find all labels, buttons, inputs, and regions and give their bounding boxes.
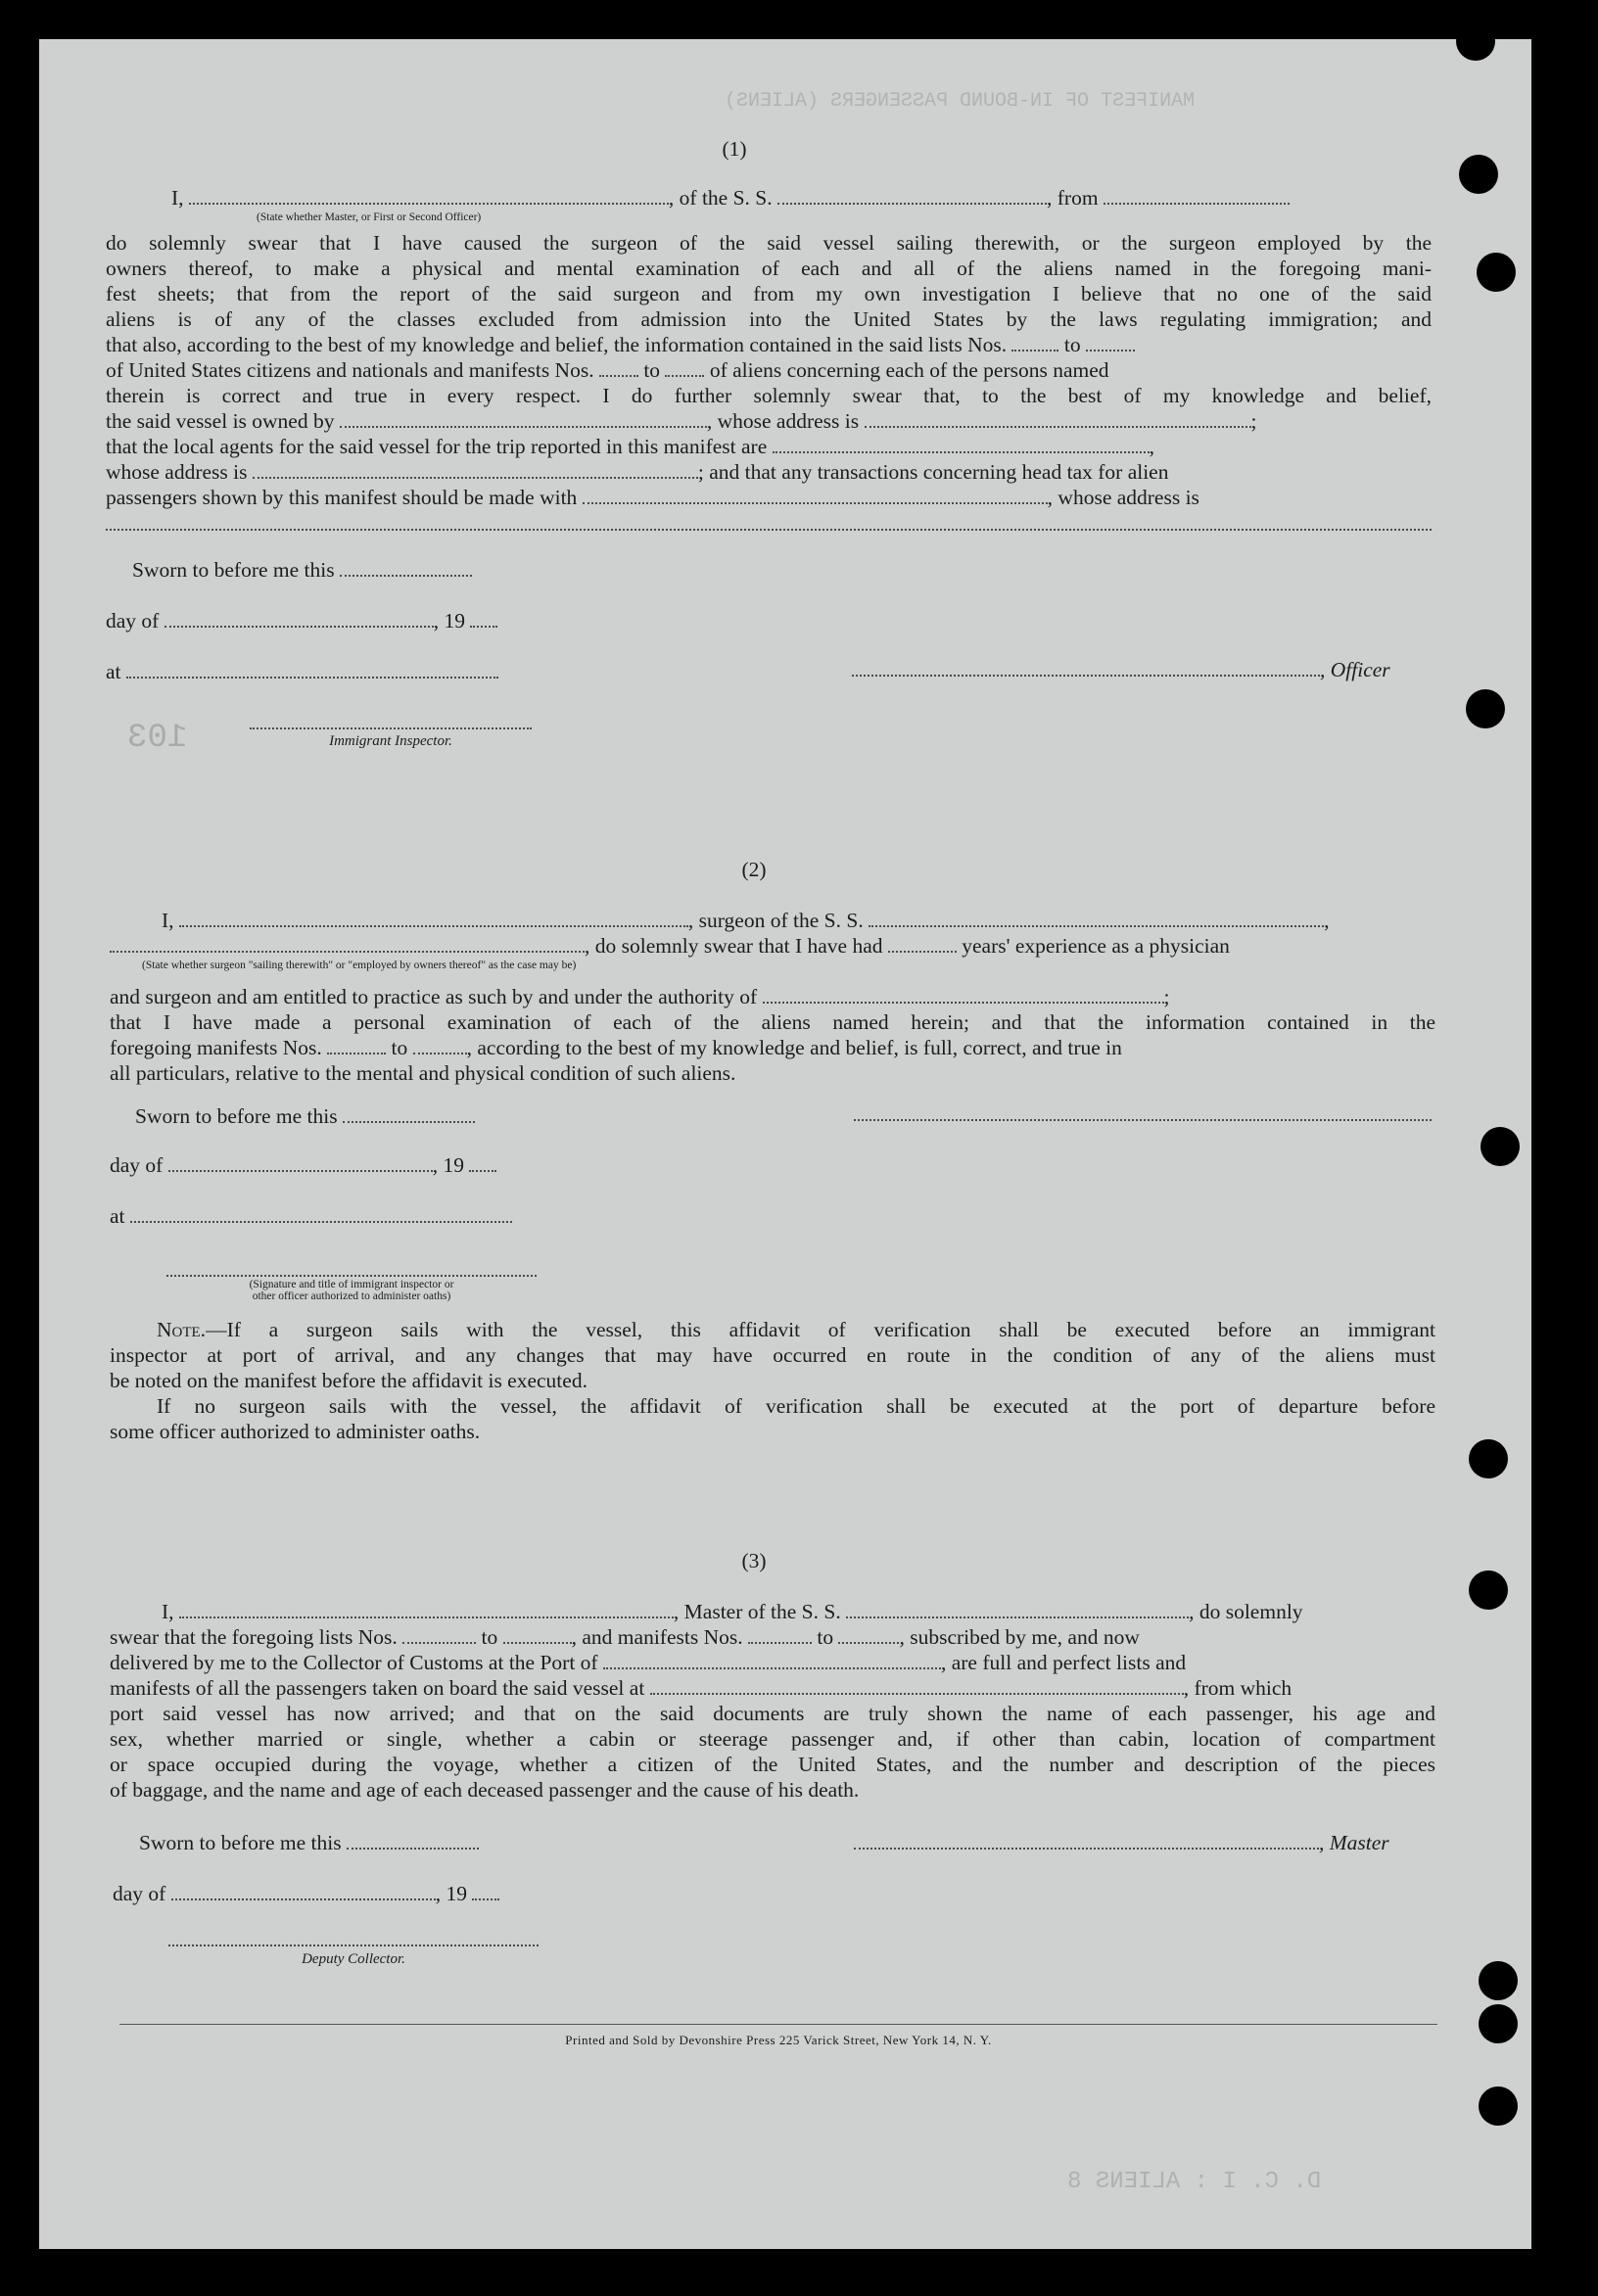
section-3-heading: (3): [741, 1549, 767, 1572]
s1-sworn-line: [132, 558, 472, 582]
s3-manifests-to-field[interactable]: [838, 1625, 899, 1644]
s1-from-field[interactable]: [1104, 186, 1290, 205]
s1-party-address-label: , whose address is: [1047, 486, 1199, 509]
s3-deputy-label: Deputy Collector.: [302, 1951, 405, 1967]
binder-hole: [1479, 1961, 1518, 2000]
s1-owned-by-label: the said vessel is owned by: [106, 409, 335, 433]
s1-lists-to-field[interactable]: [1086, 333, 1135, 351]
s3-dayof-line: [113, 1882, 499, 1905]
s2-sworn-date-field[interactable]: [343, 1104, 475, 1123]
s1-para-line-1: do solemnly swear that I have caused the surgeon of the said vessel sailing therewith, or the surgeon employed by the: [106, 231, 1432, 255]
s3-swear-label: , do solemnly: [1189, 1600, 1303, 1623]
form-page: [39, 39, 1531, 2249]
bleed-through-header: MANIFEST OF IN-BOUND PASSENGERS (ALIENS): [725, 90, 1196, 113]
binder-hole: [1469, 1439, 1508, 1478]
s2-note-line-2: inspector at port of arrival, and any changes that may have occurred en route in the condition of any of the aliens must: [110, 1343, 1435, 1367]
s2-swear-text: , do solemnly swear that I have had: [585, 934, 883, 958]
s1-year-label: , 19: [433, 609, 465, 633]
s1-lists-to-label: to: [1063, 333, 1081, 356]
s2-at-line: [110, 1204, 512, 1228]
s1-i-label: I,: [171, 186, 184, 210]
s1-agents-address-label: whose address is: [106, 460, 248, 484]
s2-surgeon-signature-field[interactable]: [854, 1119, 1432, 1121]
s1-line-1: [171, 186, 1290, 210]
s1-at-label: at: [106, 660, 121, 683]
s3-ship-field[interactable]: [846, 1600, 1189, 1618]
s3-subscribed-text: , subscribed by me, and now: [899, 1625, 1140, 1649]
binder-hole: [1456, 22, 1495, 61]
s2-dayof-label: day of: [110, 1153, 164, 1177]
s1-lists-text: that also, according to the best of my knowledge and belief, the information contained in the said lists Nos.: [106, 333, 1008, 356]
s1-dayof-label: day of: [106, 609, 160, 633]
s2-inspector-signature-field[interactable]: [166, 1275, 537, 1277]
s3-port-field[interactable]: [603, 1651, 941, 1669]
s2-line-4: that I have made a personal examination of each of the aliens named herein; and that the information contained in the: [110, 1010, 1435, 1034]
s1-para-line-2: owners thereof, to make a physical and mental examination of each and all of the aliens named in the foregoing mani-: [106, 257, 1432, 280]
s1-officer-signature-field[interactable]: [852, 658, 1320, 677]
s1-para-line-6: [106, 358, 1109, 382]
s3-line-8: of baggage, and the name and age of each deceased passenger and the cause of his death.: [110, 1778, 860, 1802]
s2-signature-note-2: other officer authorized to administer oaths): [252, 1290, 451, 1302]
s2-semicolon: ;: [1163, 985, 1170, 1008]
s2-manifests-to-field[interactable]: [413, 1036, 467, 1054]
s1-head-tax-text: ; and that any transactions concerning head tax for alien: [697, 460, 1169, 484]
s3-master-ss-label: , Master of the S. S.: [673, 1600, 841, 1623]
s2-surgeon-status-field[interactable]: [110, 934, 585, 953]
s2-years-field[interactable]: [888, 934, 957, 953]
s1-day-field[interactable]: [164, 609, 434, 628]
s2-signature-note-1: (Signature and title of immigrant inspector or: [249, 1279, 454, 1290]
s1-sworn-date-field[interactable]: [340, 558, 472, 577]
s2-line-1: [162, 909, 1329, 932]
s1-owner-address-label: , whose address is: [706, 409, 860, 433]
s1-para-line-7: therein is correct and true in every respect. I do further solemnly swear that, to the best of my knowledge and belief,: [106, 384, 1432, 407]
s2-note-text-1: —If a surgeon sails with the vessel, this affidavit of verification shall be executed before an immigrant: [206, 1318, 1435, 1341]
bleed-through-number: 103: [127, 720, 188, 757]
section-2-heading: (2): [741, 858, 767, 881]
s3-master-signature-field[interactable]: [854, 1831, 1319, 1850]
s2-line-2: [110, 934, 1230, 958]
s2-at-label: at: [110, 1204, 125, 1228]
s3-manifests-to-label: to: [817, 1625, 834, 1649]
s3-line-4: [110, 1676, 1292, 1700]
binder-hole: [1459, 155, 1498, 194]
s3-lists-to-label: to: [481, 1625, 498, 1649]
s3-lists-to-field[interactable]: [503, 1625, 572, 1644]
section-1-heading: (1): [722, 137, 747, 161]
s1-inspector-signature-field[interactable]: [250, 727, 532, 729]
s2-note-line-3: be noted on the manifest before the affidavit is executed.: [110, 1369, 588, 1392]
s3-day-field[interactable]: [171, 1882, 436, 1900]
s2-status-note: (State whether surgeon "sailing therewith" or "employed by owners thereof" as the case may be): [142, 960, 577, 971]
s2-note-line-4: If no surgeon sails with the vessel, the affidavit of verification shall be executed at the port of departure before: [157, 1394, 1435, 1418]
s2-i-label: I,: [162, 909, 174, 932]
s1-officer-name-field[interactable]: [189, 186, 669, 205]
s2-sworn-line: [135, 1104, 475, 1128]
s1-ship-field[interactable]: [777, 186, 1047, 205]
s1-from-label: , from: [1047, 186, 1099, 210]
s2-note-label: Note.: [157, 1318, 207, 1341]
s1-at-line: [106, 660, 498, 683]
s2-at-field[interactable]: [130, 1204, 512, 1223]
binder-hole: [1479, 2086, 1518, 2126]
binder-hole: [1477, 253, 1516, 292]
s3-full-lists-text: , are full and perfect lists and: [940, 1651, 1187, 1674]
s2-note-line-5: some officer authorized to administer oaths.: [110, 1420, 481, 1443]
s1-manifests-to-label: to: [643, 358, 661, 382]
s3-lists-from-field[interactable]: [402, 1625, 476, 1644]
s3-line-6: sex, whether married or single, whether a cabin or steerage passenger and, if other than cabin, location of compartment: [110, 1727, 1435, 1751]
s2-dayof-line: [110, 1153, 496, 1177]
s1-ss-label: , of the S. S.: [668, 186, 773, 210]
s3-year-field[interactable]: [472, 1882, 499, 1900]
s3-line-2: [110, 1625, 1140, 1649]
s1-para-line-4: aliens is of any of the classes excluded from admission into the United States by the laws regulating immigration; and: [106, 307, 1432, 331]
s2-year-field[interactable]: [469, 1153, 496, 1172]
s1-owner-field[interactable]: [340, 409, 707, 428]
s1-aliens-text: of aliens concerning each of the persons named: [709, 358, 1109, 382]
s3-manifests-text: , and manifests Nos.: [571, 1625, 743, 1649]
s2-authority-text: and surgeon and am entitled to practice as such by and under the authority of: [110, 985, 758, 1008]
s2-comma: ,: [1324, 909, 1330, 932]
s3-sworn-line: [139, 1831, 479, 1854]
s3-sworn-date-field[interactable]: [347, 1831, 479, 1850]
s2-line-3: [110, 985, 1169, 1008]
s2-surgeon-ss-label: , surgeon of the S. S.: [687, 909, 864, 932]
s2-authority-field[interactable]: [763, 985, 1164, 1004]
s1-officer-label: , Officer: [1320, 658, 1390, 681]
binder-hole: [0, 558, 39, 597]
s1-owner-address-field[interactable]: [865, 409, 1251, 428]
s2-year-label: , 19: [432, 1153, 464, 1177]
s1-para-line-9: [106, 435, 1154, 458]
s2-surgeon-name-field[interactable]: [179, 909, 688, 927]
s3-master-label: , Master: [1319, 1831, 1389, 1854]
s1-agents-field[interactable]: [773, 435, 1150, 453]
printer-credit: Printed and Sold by Devonshire Press 225 Varick Street, New York 14, N. Y.: [565, 2033, 992, 2047]
s2-manifests-from-field[interactable]: [327, 1036, 386, 1054]
binder-hole: [1480, 1127, 1520, 1166]
s2-sworn-label: Sworn to before me this: [135, 1104, 338, 1128]
s2-day-field[interactable]: [168, 1153, 433, 1172]
s2-ship-field[interactable]: [869, 909, 1324, 927]
s3-master-signature-line: [854, 1831, 1389, 1854]
s1-manifests-from-field[interactable]: [599, 358, 638, 377]
s1-officer-signature-line: [852, 658, 1390, 681]
binder-hole: [1469, 1570, 1508, 1610]
s2-line-6: all particulars, relative to the mental and physical condition of such aliens.: [110, 1061, 736, 1085]
s1-manifests-to-field[interactable]: [665, 358, 704, 377]
s3-port-text: delivered by me to the Collector of Customs at the Port of: [110, 1651, 598, 1674]
s1-semicolon: ;: [1250, 409, 1257, 433]
s1-passengers-text: passengers shown by this manifest should be made with: [106, 486, 578, 509]
s3-from-which-text: , from which: [1183, 1676, 1292, 1700]
s1-address-continuation-field[interactable]: [106, 529, 1432, 531]
s1-agents-label: that the local agents for the said vessel for the trip reported in this manifest are: [106, 435, 768, 458]
s3-deputy-signature-field[interactable]: [168, 1945, 539, 1946]
s3-departure-field[interactable]: [650, 1676, 1184, 1695]
s3-sworn-label: Sworn to before me this: [139, 1831, 342, 1854]
bleed-through-footer: D. C. I : ALIENS 8: [1067, 2169, 1322, 2195]
s1-para-line-11: [106, 486, 1199, 509]
s1-inspector-label: Immigrant Inspector.: [329, 733, 452, 749]
s3-dayof-label: day of: [113, 1882, 166, 1905]
binder-hole: [1466, 689, 1505, 728]
s2-to-label: to: [391, 1036, 408, 1059]
s3-line-7: or space occupied during the voyage, whether a citizen of the United States, and the number and description of the pieces: [110, 1753, 1435, 1776]
s1-para-line-5: [106, 333, 1135, 356]
footer-rule: [119, 2024, 1437, 2025]
s1-agents-address-field[interactable]: [253, 460, 698, 479]
s3-line-5: port said vessel has now arrived; and that on the said documents are truly shown the name of each passenger, his age and: [110, 1702, 1435, 1725]
s1-officer-note: (State whether Master, or First or Second Officer): [257, 211, 482, 223]
s1-para-line-10: [106, 460, 1168, 484]
s3-year-label: , 19: [435, 1882, 467, 1905]
s1-year-field[interactable]: [470, 609, 497, 628]
s2-experience-text: years' experience as a physician: [962, 934, 1230, 958]
s3-line-3: [110, 1651, 1186, 1674]
s3-manifests-from-field[interactable]: [748, 1625, 812, 1644]
s1-head-tax-party-field[interactable]: [583, 486, 1048, 504]
s2-manifests-label: foregoing manifests Nos.: [110, 1036, 322, 1059]
s1-lists-from-field[interactable]: [1011, 333, 1058, 351]
s1-comma: ,: [1149, 435, 1154, 458]
s2-note-line-1: [110, 1318, 1435, 1341]
s1-dayof-line: [106, 609, 497, 633]
binder-hole: [1479, 2004, 1518, 2043]
s1-para-line-3: fest sheets; that from the report of the said surgeon and from my own investigation I believe that no one of the said: [106, 282, 1432, 305]
s1-para-line-8: [106, 409, 1256, 433]
s3-master-name-field[interactable]: [179, 1600, 674, 1618]
s3-lists-text: swear that the foregoing lists Nos.: [110, 1625, 398, 1649]
s3-taken-on-board-text: manifests of all the passengers taken on board the said vessel at: [110, 1676, 645, 1700]
s1-manifests-text: of United States citizens and nationals and manifests Nos.: [106, 358, 594, 382]
s1-at-field[interactable]: [126, 660, 498, 679]
s1-sworn-label: Sworn to before me this: [132, 558, 335, 582]
s3-i-label: I,: [162, 1600, 174, 1623]
s2-line-5: [110, 1036, 1122, 1059]
s2-according-text: , according to the best of my knowledge and belief, is full, correct, and true in: [466, 1036, 1122, 1059]
s3-line-1: [162, 1600, 1303, 1623]
